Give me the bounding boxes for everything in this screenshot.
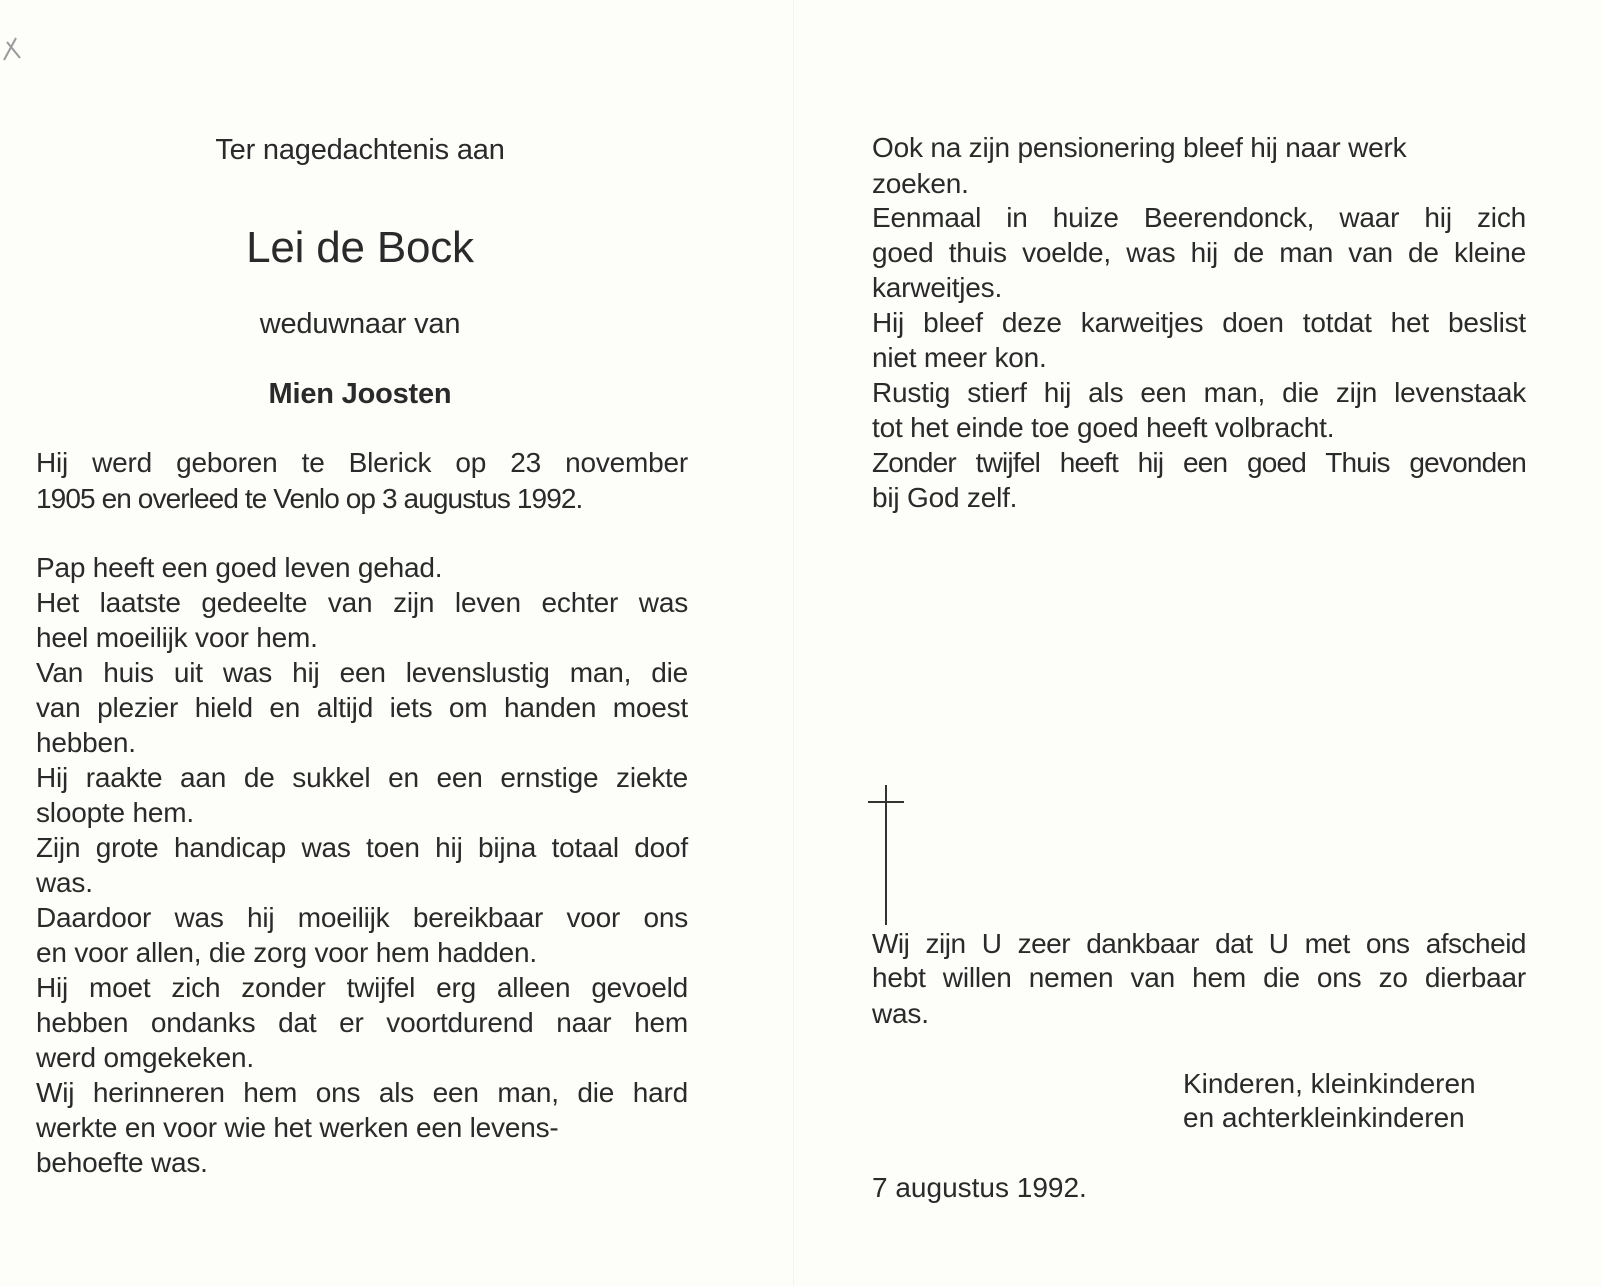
corner-mark-icon bbox=[2, 22, 24, 62]
body-line: was. bbox=[36, 867, 93, 898]
body-line: Pap heeft een goed leven gehad. bbox=[36, 552, 443, 583]
body-line: bij God zelf. bbox=[872, 482, 1018, 513]
body-line: Daardoor was hij moeilijk bereikbaar voor ons bbox=[36, 902, 688, 933]
body-line: werkte en voor wie het werken een levens- bbox=[36, 1112, 559, 1143]
body-line: heel moeilijk voor hem. bbox=[36, 622, 318, 653]
birth-line: 1905 en overleed te Venlo op 3 augustus 1992. bbox=[36, 483, 583, 514]
body-line: Het laatste gedeelte van zijn leven echter was bbox=[36, 587, 688, 618]
signature-line: Kinderen, kleinkinderen bbox=[1183, 1068, 1476, 1099]
signature-line: en achterkleinkinderen bbox=[1183, 1102, 1465, 1133]
body-line: van plezier hield en altijd iets om handen moest bbox=[36, 692, 688, 723]
body-line: Hij raakte aan de sukkel en een ernstige ziekte bbox=[36, 762, 688, 793]
body-line: Ook na zijn pensionering bleef hij naar werk bbox=[872, 132, 1407, 163]
body-line: Eenmaal in huize Beerendonck, waar hij zich bbox=[872, 202, 1526, 233]
body-line: Van huis uit was hij een levenslustig man, die bbox=[36, 657, 688, 688]
body-line: sloopte hem. bbox=[36, 797, 194, 828]
body-line: hebben ondanks dat er voortdurend naar hem bbox=[36, 1007, 688, 1038]
body-line: zoeken. bbox=[872, 168, 969, 199]
deceased-name: Lei de Bock bbox=[246, 223, 474, 272]
card-date: 7 augustus 1992. bbox=[872, 1172, 1087, 1203]
body-line: Wij herinneren hem ons als een man, die hard bbox=[36, 1077, 688, 1108]
birth-line: Hij werd geboren te Blerick op 23 november bbox=[36, 447, 688, 478]
intro-text: Ter nagedachtenis aan bbox=[215, 134, 505, 166]
body-line: werd omgekeken. bbox=[36, 1042, 255, 1073]
body-line: Hij bleef deze karweitjes doen totdat het beslist bbox=[872, 307, 1526, 338]
body-line: tot het einde toe goed heeft volbracht. bbox=[872, 412, 1335, 443]
fold-line bbox=[793, 0, 794, 1286]
thanks-line: hebt willen nemen van hem die ons zo dierbaar bbox=[872, 962, 1526, 993]
cross-icon bbox=[866, 785, 906, 925]
body-line: niet meer kon. bbox=[872, 342, 1047, 373]
body-line: goed thuis voelde, was hij de man van de kleine bbox=[872, 237, 1526, 268]
body-line: Zonder twijfel heeft hij een goed Thuis gevonden bbox=[872, 447, 1526, 478]
body-line: Zijn grote handicap was toen hij bijna totaal doof bbox=[36, 832, 688, 863]
thanks-line: Wij zijn U zeer dankbaar dat U met ons afscheid bbox=[872, 928, 1526, 959]
body-line: Hij moet zich zonder twijfel erg alleen gevoeld bbox=[36, 972, 688, 1003]
thanks-line: was. bbox=[872, 998, 929, 1029]
relation-text: weduwnaar van bbox=[259, 308, 461, 340]
spouse-name: Mien Joosten bbox=[268, 378, 452, 410]
body-line: hebben. bbox=[36, 727, 136, 758]
body-line: en voor allen, die zorg voor hem hadden. bbox=[36, 937, 537, 968]
body-line: Rustig stierf hij als een man, die zijn levenstaak bbox=[872, 377, 1526, 408]
body-line: karweitjes. bbox=[872, 272, 1003, 303]
body-line: behoefte was. bbox=[36, 1147, 208, 1178]
